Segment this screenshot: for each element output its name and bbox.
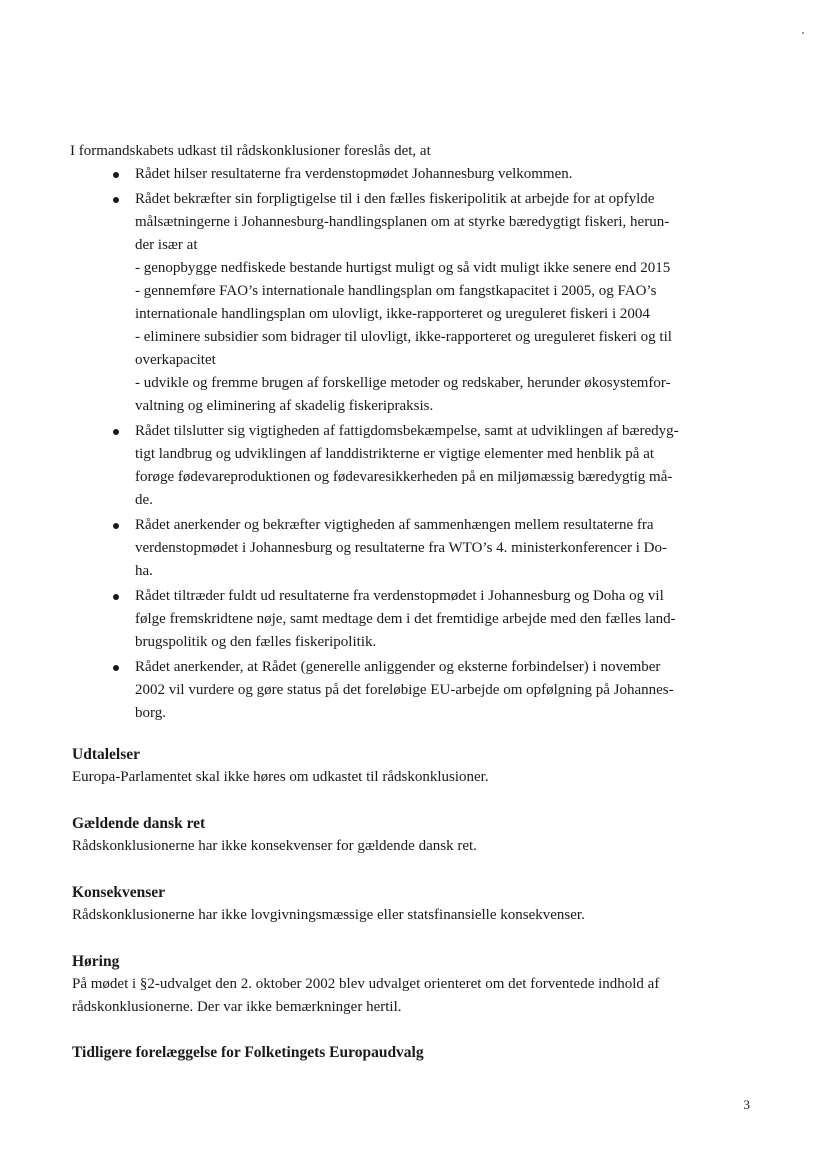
section-horing <box>72 951 772 1019</box>
bullet-line: Rådet hilser resultaterne fra verdenstopmødet Johannesburg velkommen. <box>135 166 573 182</box>
section-udtalelser <box>72 744 772 789</box>
scan-speck <box>802 32 804 34</box>
bullet-line: - eliminere subsidier som bidrager til ulovligt, ikke-rapporteret og ureguleret fiskeri og til <box>135 329 672 345</box>
bullet-icon <box>113 172 119 178</box>
bullet-item-5 <box>113 585 753 654</box>
conclusion-bullet-list <box>113 163 753 727</box>
bullet-item-1 <box>113 163 753 186</box>
bullet-item-2 <box>113 188 753 418</box>
section-konsekvenser <box>72 882 772 927</box>
section-heading: Gældende dansk ret <box>72 815 206 832</box>
bullet-line: der især at <box>135 237 198 253</box>
section-heading: Tidligere forelæggelse for Folketingets Europaudvalg <box>72 1044 424 1061</box>
bullet-line: målsætningerne i Johannesburg-handlingsplanen om at styrke bæredygtigt fiskeri, herun- <box>135 214 670 230</box>
page-number: 3 <box>743 1097 750 1112</box>
bullet-item-6 <box>113 656 753 725</box>
bullet-line: brugspolitik og den fælles fiskeripolitik. <box>135 634 377 650</box>
intro-paragraph: I formandskabets udkast til rådskonklusioner foreslås det, at <box>70 143 431 159</box>
bullet-line: Rådet anerkender og bekræfter vigtigheden af sammenhængen mellem resultaterne fra <box>135 517 654 533</box>
section-body: Rådskonklusionerne har ikke lovgivningsmæssige eller statsfinansielle konsekvenser. <box>72 907 585 923</box>
bullet-line: Rådet anerkender, at Rådet (generelle anliggender og eksterne forbindelser) i november <box>135 659 661 675</box>
bullet-icon <box>113 665 119 671</box>
section-body: På mødet i §2-udvalget den 2. oktober 2002 blev udvalget orienteret om det forventede indhold af <box>72 976 660 992</box>
bullet-line: internationale handlingsplan om ulovligt, ikke-rapporteret og ureguleret fiskeri i 2004 <box>135 306 650 322</box>
bullet-item-3 <box>113 420 753 512</box>
bullet-line: følge fremskridtene nøje, samt medtage dem i det fremtidige arbejde med den fælles land- <box>135 611 676 627</box>
section-gaeldende-dansk-ret <box>72 813 772 858</box>
bullet-line: Rådet bekræfter sin forpligtigelse til i den fælles fiskeripolitik at arbejde for at opfylde <box>135 191 655 207</box>
bullet-line: forøge fødevareproduktionen og fødevaresikkerheden på en miljømæssig bæredygtig må- <box>135 469 673 485</box>
bullet-line: Rådet tiltræder fuldt ud resultaterne fra verdenstopmødet i Johannesburg og Doha og vil <box>135 588 664 604</box>
section-heading: Udtalelser <box>72 746 141 763</box>
bullet-item-4 <box>113 514 753 583</box>
section-body: Europa-Parlamentet skal ikke høres om udkastet til rådskonklusioner. <box>72 769 489 785</box>
bullet-line: borg. <box>135 705 166 721</box>
bullet-icon <box>113 594 119 600</box>
section-heading: Konsekvenser <box>72 884 165 901</box>
bullet-line: - gennemføre FAO’s internationale handlingsplan om fangstkapacitet i 2005, og FAO’s <box>135 283 657 299</box>
bullet-line: verdenstopmødet i Johannesburg og resultaterne fra WTO’s 4. ministerkonferencer i Do- <box>135 540 667 556</box>
bullet-line: valtning og eliminering af skadelig fiskeripraksis. <box>135 398 434 414</box>
section-tidligere-forelaeggelse <box>72 1042 772 1064</box>
section-heading: Høring <box>72 953 120 970</box>
section-body: rådskonklusionerne. Der var ikke bemærkninger hertil. <box>72 999 402 1015</box>
bullet-icon <box>113 523 119 529</box>
bullet-line: 2002 vil vurdere og gøre status på det foreløbige EU-arbejde om opfølgning på Johannes- <box>135 682 674 698</box>
bullet-line: ha. <box>135 563 153 579</box>
bullet-line: - udvikle og fremme brugen af forskellige metoder og redskaber, herunder økosystemfor- <box>135 375 671 391</box>
section-body: Rådskonklusionerne har ikke konsekvenser for gældende dansk ret. <box>72 838 477 854</box>
bullet-line: de. <box>135 492 153 508</box>
bullet-line: tigt landbrug og udviklingen af landdistrikterne er vigtige elementer med henblik på at <box>135 446 655 462</box>
bullet-line: Rådet tilslutter sig vigtigheden af fattigdomsbekæmpelse, samt at udviklingen af bæredyg- <box>135 423 679 439</box>
bullet-icon <box>113 197 119 203</box>
bullet-icon <box>113 429 119 435</box>
bullet-line: - genopbygge nedfiskede bestande hurtigst muligt og så vidt muligt ikke senere end 2015 <box>135 260 671 276</box>
bullet-line: overkapacitet <box>135 352 216 368</box>
